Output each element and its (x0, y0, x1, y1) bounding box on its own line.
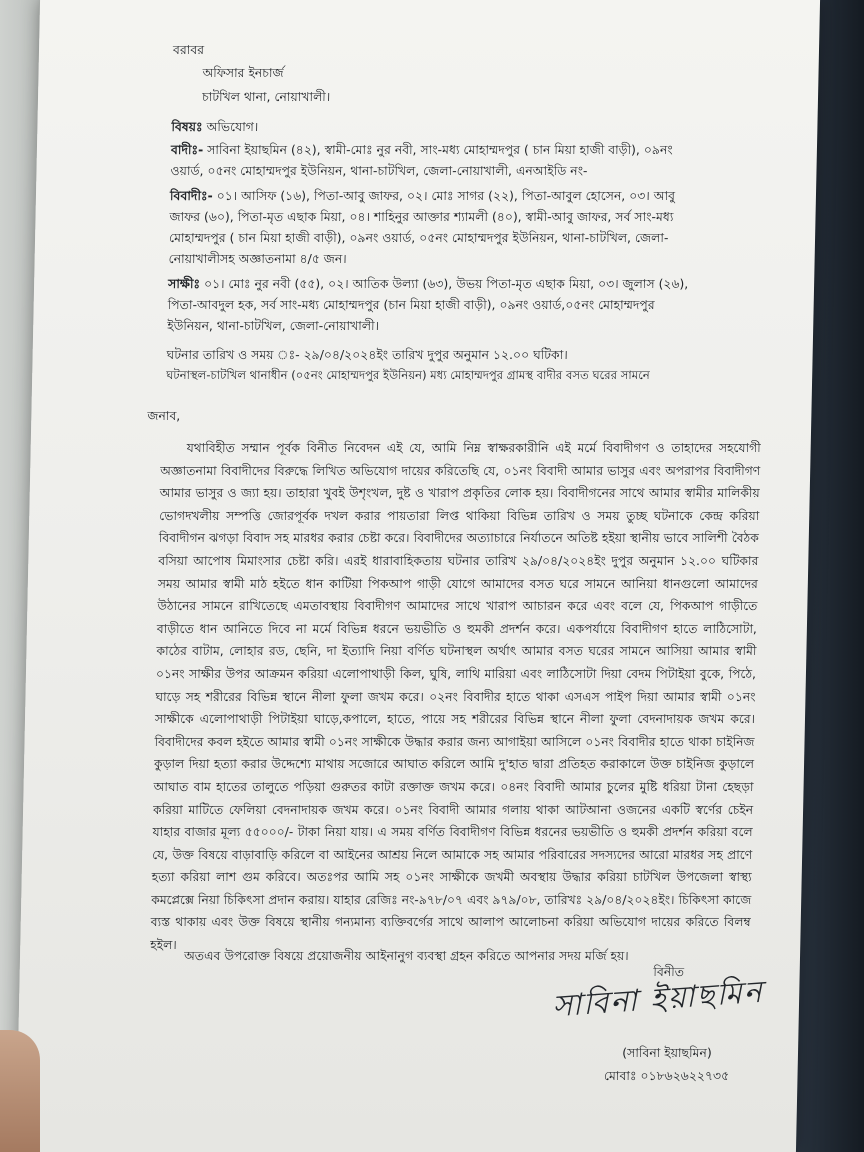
plaintiff-label: বাদীঃ- (170, 142, 204, 157)
signatory-name: (সাবিনা ইয়াছমিন) (622, 1045, 712, 1060)
defendants-line-4: নোয়াখালীসহ অজ্ঞাতনামা ৪/৫ জন। (168, 251, 347, 266)
recipient-name: অফিসার ইনচার্জ (202, 65, 284, 80)
witnesses-line-2: পিতা-আবদুল হক, সর্ব সাং-মধ্য মোহাম্মদপুর (চান মিয়া হাজী বাড়ী), ০৯নং ওয়ার্ড,০৫নং মোহাম্মদপুর (167, 297, 655, 312)
defendants-line-2: জাফর (৬০), পিতা-মৃত এছাক মিয়া, ০৪। শাহিনুর আক্তার শ্যামলী (৪০), স্বামী-আবু জাফর, সর্ব সাং-মধ্য (169, 209, 674, 224)
finger-holding-page (0, 1030, 40, 1152)
letter-body: যথাবিহীত সম্মান পূর্বক বিনীত নিবেদন এই যে, আমি নিম্ন স্বাক্ষরকারীনি এই মর্মে বিবাদীগণ ও তাহাদের সহযোগী অজ্ঞাতনামা বিবাদীদের বিরুদ্ধে লিখিত অভিযোগ দায়ের করিতেছি যে, ০১নং বিবাদী আমার ভাসুর এবং অপরাপর বিবাদীগণ আমার ভাসুর ও জ্যা হয়। তাহারা খুবই উশৃংখল, দুষ্ট ও খারাপ প্রকৃতির লোক হয়। বিবাদীগনের সাথে আমার স্বামীর মালিকীয় ভোগদখলীয় সম্পত্তি জোরপূর্বক দখল করার পায়তারা লিপ্ত থাকিয়া বিভিন্ন তারিখ ও সময় তুচ্ছ ঘটনাকে কেন্দ্র করিয়া বিবাদীগন ঝগড়া বিবাদ সহ মারধর করার চেষ্টা করে। বিবাদীদের অত্যাচারে নির্যাতনে অতিষ্ট হইয়া স্থানীয় ভাবে সালিশী বৈঠক বসিয়া আপোষ মিমাংসার চেষ্টা করি। এরই ধারাবাহিকতায় ঘটনার তারিখ ২৯/০৪/২০২৪ইং দুপুর অনুমান ১২.০০ ঘটিকার সময় আমার স্বামী মাঠ হইতে ধান কাটিয়া পিকআপ গাড়ী যোগে আমাদের বসত ঘরে সামনে আনিয়া ধানগুলো আমাদের উঠানের সামনে রাখিতেছে এমতাবস্থায় বিবাদীগণ আমাদের সাথে খারাপ আচারন করে এবং বলে যে, পিকআপ গাড়ীতে বাড়ীতে ধান আনিতে দিবে না মর্মে বিভিন্ন ধরনে ভয়ভীতি ও হুমকী প্রদর্শন করে। একপর্যায়ে বিবাদীগণ হাতে লাঠিসোটা, কাঠের বাটাম, লোহার রড, ছেনি, দা ইত্যাদি নিয়া বর্ণিত ঘটনাস্থল অর্থাৎ আমার বসত ঘরের সামনে আসিয়া আমার স্বামী ০১নং সাক্ষীর উপর আক্রমন করিয়া এলোপাথাড়ী কিল, ঘুষি, লাথি মারিয়া এবং লাঠিসোটা দিয়া বেদম পিটাইয়া বুকে, পিঠে, ঘাড়ে সহ শরীরের বিভিন্ন স্থানে নীলা ফুলা জখম করে। ০২নং বিবাদীর হাতে থাকা এসএস পাইপ দিয়া আমার স্বামী ০১নং সাক্ষীকে এলোপাথাড়ী পিটাইয়া ঘাড়ে,কপালে, হাতে, পায়ে সহ শরীরের বিভিন্ন স্থানে নীলা ফুলা বেদনাদায়ক জখম করে। বিবাদীদের কবল হইতে আমার স্বামী ০১নং সাক্ষীকে উদ্ধার করার জন্য আগাইয়া আসিলে ০১নং বিবাদীর হাতে থাকা চাইনিজ কুড়াল দিয়া হত্যা করার উদ্দেশ্যে মাথায় সজোরে আঘাত করিলে আমি দু'হাত দ্বারা প্রতিহত করাকালে উক্ত চাইনিজ কুড়ালে আঘাত বাম হাতের তালুতে পড়িয়া গুরুতর কাটা রক্তাক্ত জখম করে। ০৪নং বিবাদী আমার চুলের মুষ্টি ধরিয়া টানা হেছড়া করিয়া মাটিতে ফেলিয়া বেদনাদায়ক জখম করে। ০১নং বিবাদী আমার গলায় থাকা আটআনা ওজনের একটি স্বর্ণের চেইন যাহার বাজার মূল্য ৫৫০০০/- টাকা নিয়া যায়। এ সময় বর্ণিত বিবাদীগণ বিভিন্ন ধরনের ভয়ভীতি ও হুমকী প্রদর্শন করিয়া বলে যে, উক্ত বিষয়ে বাড়াবাড়ি করিলে বা আইনের আশ্রয় নিলে আমাকে সহ আমার পরিবারের সদস্যদের আরো মারধর সহ প্রাণে হত্যা করিয়া লাশ গুম করিবে। অতঃপর আমি সহ ০১নং সাক্ষীকে জখমী অবস্থায় উদ্ধার করিয়া চাটখিল উপজেলা স্বাস্থ্য কমপ্লেক্সে নিয়া চিকিৎসা প্রদান করায়। যাহার রেজিঃ নং-৯৭৮/০৭ এবং ৯৭৯/০৮, তারিখঃ ২৯/০৪/২০২৪ইং। চিকিৎসা কাজে ব্যস্ত থাকায় এবং উক্ত বিষয়ে স্থানীয় গন্যমান্য ব্যক্তিবর্গের সাথে আলাপ আলোচনা করিয়া অভিযোগ দায়ের করিতে বিলম্ব হইল। (150, 441, 761, 953)
subject-text: অভিযোগ। (206, 119, 259, 134)
complaint-letter-page (16, 0, 820, 1152)
defendants-line-3: মোহাম্মদপুর ( চান মিয়া হাজী বাড়ী), ০৯নং ওয়ার্ড, ০৫নং মোহাম্মদপুর ইউনিয়ন, থানা-চাটখিল, জেলা- (168, 230, 669, 245)
witnesses-text-1: ০১। মোঃ নুর নবী (৫৫), ০২। আতিক উল্যা (৬৩), উভয় পিতা-মৃত এছাক মিয়া, ০৩। জুলাস (২৬), (203, 276, 689, 291)
signatory-mobile: মোবাঃ ০১৮৬২৬২২৭৩৫ (603, 1068, 730, 1083)
closing-request: অতএব উপরোক্ত বিষয়ে প্রয়োজনীয় আইনানুগ ব্যবস্থা গ্রহন করিতে আপনার সদয় মর্জি হয়। (183, 948, 629, 963)
greeting: জনাব, (147, 408, 181, 423)
defendants-text-1: ০১। আসিফ (১৬), পিতা-আবু জাফর, ০২। মোঃ সাগর (২২), পিতা-আবুল হোসেন, ০৩। আবু (216, 188, 676, 203)
incident-datetime: ঘটনার তারিখ ও সময় ঃ- ২৯/০৪/২০২৪ইং তারিখ দুপুর অনুমান ১২.০০ ঘটিকা। (166, 347, 568, 362)
defendants-label: বিবাদীঃ- (169, 188, 213, 203)
valediction: বিনীত (653, 964, 685, 979)
plaintiff-line-2: ওয়ার্ড, ০৫নং মোহাম্মদপুর ইউনিয়ন, থানা-চাটখিল, জেলা-নোয়াখালী, এনআইডি নং- (170, 163, 588, 178)
witnesses-line-3: ইউনিয়ন, থানা-চাটখিল, জেলা-নোয়াখালী। (167, 318, 380, 333)
plaintiff-text-1: সাবিনা ইয়াছমিন (৪২), স্বামী-মোঃ নুর নবী, সাং-মধ্য মোহাম্মদপুর ( চান মিয়া হাজী বাড়ী), ০৯নং (207, 142, 673, 157)
recipient-address: চাটখিল থানা, নোয়াখালী। (201, 89, 331, 104)
handwritten-signature: সাবিনা ইয়াছমিন (551, 974, 765, 1025)
witnesses-label: সাক্ষীঃ (167, 276, 201, 291)
signature-area (543, 974, 773, 1025)
signoff-wrap (120, 0, 784, 1152)
recipient-salutation: বরাবর (172, 42, 205, 57)
subject-label: বিষয়ঃ (171, 119, 203, 134)
incident-place: ঘটনাস্থল-চাটখিল থানাধীন (০৫নং মোহাম্মদপুর ইউনিয়ন) মধ্য মোহাম্মদপুর গ্রামস্থ বাদীর বসত ঘরের সামনে (166, 368, 650, 382)
